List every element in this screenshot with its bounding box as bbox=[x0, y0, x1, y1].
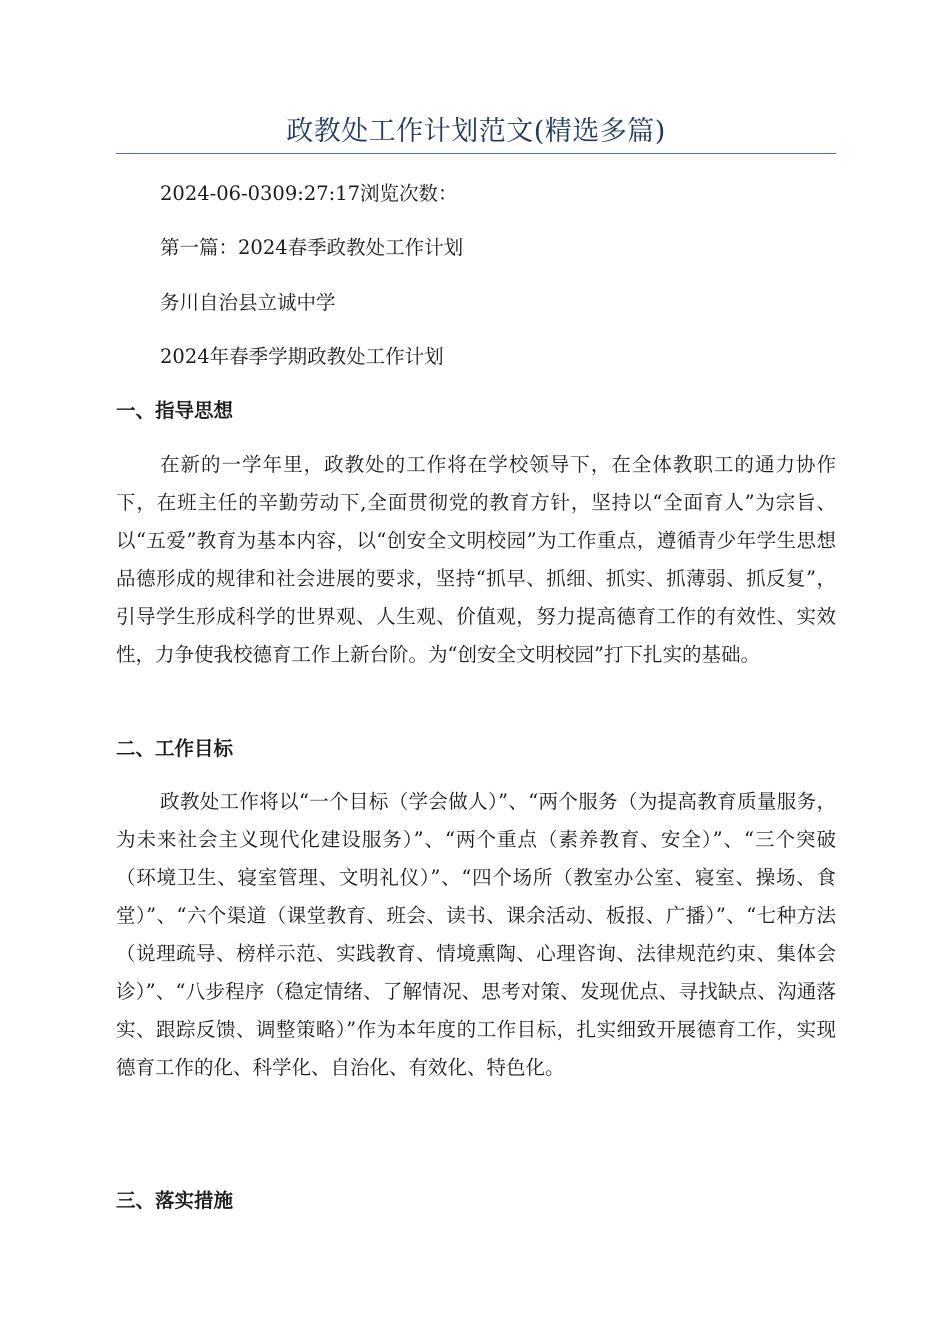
section-paragraph-guiding: 在新的一学年里，政教处的工作将在学校领导下，在全体教职工的通力协作下，在班主任的辛勤劳动下,全面贯彻党的教育方针，坚持以“全面育人”为宗旨、以“五爱”教育为基本内容，以“创安全文明校园”为工作重点，遵循青少年学生思想品德形成的规律和社会进展的要求，坚持“抓早、抓细、抓实、抓薄弱、抓反复”，引导学生形成科学的世界观、人生观、价值观，努力提高德育工作的有效性、实效性，力争使我校德育工作上新台阶。为“创安全文明校园”打下扎实的基础。 bbox=[116, 453, 836, 666]
document-title: 政教处工作计划范文(精选多篇) bbox=[286, 116, 666, 147]
publish-meta: 2024-06-0309:27:17浏览次数： bbox=[160, 182, 458, 205]
section-paragraph-goals: 政教处工作将以“一个目标（学会做人）”、“两个服务（为提高教育质量服务，为未来社会主义现代化建设服务）”、“两个重点（素养教育、安全）”、“三个突破（环境卫生、寝室管理、文明礼仪）”、“四个场所（教室办公室、寝室、操场、食堂）”、“六个渠道（课堂教育、班会、读书、课余活动、板报、广播）”、“七种方法（说理疏导、榜样示范、实践教育、情境熏陶、心理咨询、法律规范约束、集体会诊）”、“八步程序（稳定情绪、了解情况、思考对策、发现优点、寻找缺点、沟通落实、跟踪反馈、调整策略）”作为本年度的工作目标，扎实细致开展德育工作，实现德育工作的化、科学化、自治化、有效化、特色化。 bbox=[116, 790, 836, 1079]
subtitle-line: 第一篇：2024春季政教处工作计划 bbox=[160, 236, 464, 259]
section-heading-goals: 二、工作目标 bbox=[116, 737, 234, 760]
section-heading-measures: 三、落实措施 bbox=[116, 1189, 234, 1212]
plan-title: 2024年春季学期政教处工作计划 bbox=[160, 345, 444, 368]
title-divider bbox=[116, 153, 836, 154]
section-heading-guiding: 一、指导思想 bbox=[116, 399, 234, 422]
school-name: 务川自治县立诚中学 bbox=[160, 291, 336, 314]
